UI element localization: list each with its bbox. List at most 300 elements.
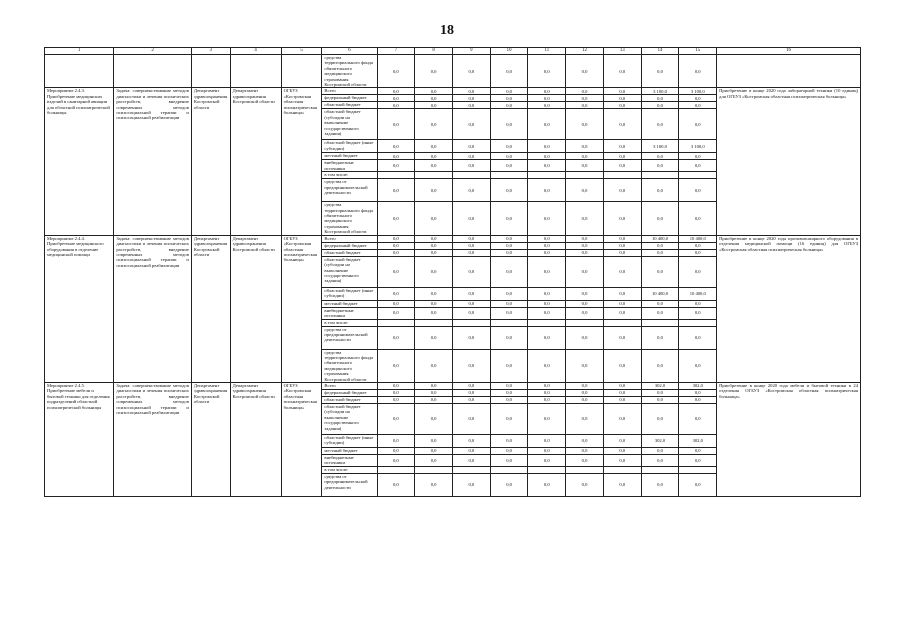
value-cell: 0,0 <box>603 249 641 256</box>
value-cell: 0,0 <box>452 300 490 307</box>
value-cell <box>603 172 641 179</box>
value-cell: 0,0 <box>377 403 415 434</box>
activity-c3: Департамент здравоохранения Костромской области <box>191 235 230 382</box>
value-cell: 0,0 <box>528 396 566 403</box>
value-cell: 0,0 <box>603 153 641 160</box>
value-cell: 0,0 <box>566 396 604 403</box>
value-cell: 0,0 <box>528 153 566 160</box>
value-cell: 0,0 <box>490 102 528 109</box>
value-cell: 0,0 <box>377 454 415 466</box>
value-cell: 0,0 <box>377 160 415 172</box>
value-cell: 0,0 <box>452 256 490 287</box>
funding-source: федеральный бюджет <box>322 242 377 249</box>
value-cell: 0,0 <box>415 102 453 109</box>
activity-c5: ОГБУЗ «Костромская областная психиатрическая больница» <box>281 88 322 235</box>
value-cell: 0,0 <box>452 434 490 447</box>
value-cell: 0,0 <box>679 256 717 287</box>
value-cell: 0,0 <box>377 235 415 242</box>
funding-source: внебюджетные источники <box>322 307 377 319</box>
value-cell: 0,0 <box>641 109 679 140</box>
empty-cell <box>281 55 322 88</box>
value-cell: 0,0 <box>528 287 566 300</box>
value-cell: 0,0 <box>415 434 453 447</box>
value-cell: 0,0 <box>566 349 604 382</box>
column-number: 12 <box>566 48 604 55</box>
value-cell: 0,0 <box>603 473 641 496</box>
funding-source: местный бюджет <box>322 300 377 307</box>
activity-result: Приобретение в конце 2020 года мебели и бытовой техники в 24 отделения ОГБУЗ «Костромская областная психиатрическая больница» <box>717 382 861 496</box>
value-cell: 0,0 <box>415 382 453 389</box>
value-cell: 0,0 <box>490 95 528 102</box>
column-number: 14 <box>641 48 679 55</box>
value-cell: 0,0 <box>566 235 604 242</box>
value-cell: 0,0 <box>528 300 566 307</box>
value-cell: 0,0 <box>377 300 415 307</box>
value-cell: 0,0 <box>566 88 604 95</box>
value-cell <box>377 319 415 326</box>
value-cell: 0,0 <box>641 396 679 403</box>
value-cell: 0,0 <box>415 349 453 382</box>
funding-source: областной бюджет <box>322 102 377 109</box>
value-cell: 0,0 <box>490 382 528 389</box>
value-cell: 0,0 <box>566 307 604 319</box>
value-cell: 0,0 <box>641 249 679 256</box>
value-cell <box>679 172 717 179</box>
value-cell: 0,0 <box>528 349 566 382</box>
value-cell: 0,0 <box>528 447 566 454</box>
value-cell: 0,0 <box>528 389 566 396</box>
value-cell: 0,0 <box>603 202 641 235</box>
value-cell: 0,0 <box>528 95 566 102</box>
value-cell: 302,0 <box>641 434 679 447</box>
value-cell <box>415 466 453 473</box>
value-cell: 0,0 <box>603 403 641 434</box>
value-cell: 0,0 <box>528 202 566 235</box>
value-cell: 0,0 <box>528 102 566 109</box>
activity-c1: Мероприятие 2.4.4. Приобретение медицинского оборудования в отделение медицинской помощи <box>45 235 114 382</box>
activity-c3: Департамент здравоохранения Костромской области <box>191 382 230 496</box>
value-cell: 0,0 <box>566 256 604 287</box>
value-cell: 0,0 <box>490 140 528 153</box>
value-cell: 0,0 <box>415 403 453 434</box>
value-cell: 0,0 <box>528 307 566 319</box>
value-cell: 0,0 <box>452 287 490 300</box>
value-cell: 0,0 <box>452 249 490 256</box>
funding-source: Всего <box>322 235 377 242</box>
value-cell: 0,0 <box>603 102 641 109</box>
value-cell: 0,0 <box>679 300 717 307</box>
funding-source: Всего <box>322 382 377 389</box>
value-cell: 10 400,0 <box>679 287 717 300</box>
funding-source: средства территориального фонда обязательного медицинского страхования Костромской области <box>322 202 377 235</box>
value-cell: 0,0 <box>452 109 490 140</box>
value-cell: 0,0 <box>490 300 528 307</box>
funding-source: средства территориального фонда обязательного медицинского страхования Костромской области <box>322 55 377 88</box>
value-cell <box>603 319 641 326</box>
value-cell: 0,0 <box>452 179 490 202</box>
funding-source: федеральный бюджет <box>322 389 377 396</box>
value-cell: 0,0 <box>415 249 453 256</box>
value-cell: 0,0 <box>603 179 641 202</box>
value-cell: 0,0 <box>641 160 679 172</box>
empty-cell <box>191 55 230 88</box>
value-cell <box>641 319 679 326</box>
value-cell: 0,0 <box>566 447 604 454</box>
value-cell <box>528 172 566 179</box>
activity-c5: ОГБУЗ «Костромская областная психиатрическая больница» <box>281 235 322 382</box>
value-cell: 0,0 <box>641 307 679 319</box>
value-cell: 0,0 <box>566 382 604 389</box>
value-cell: 0,0 <box>641 349 679 382</box>
value-cell: 0,0 <box>415 202 453 235</box>
value-cell: 0,0 <box>528 179 566 202</box>
value-cell: 0,0 <box>415 326 453 349</box>
value-cell: 0,0 <box>641 403 679 434</box>
value-cell: 10 400,0 <box>641 235 679 242</box>
value-cell: 0,0 <box>452 235 490 242</box>
value-cell: 0,0 <box>528 55 566 88</box>
value-cell: 0,0 <box>679 249 717 256</box>
value-cell: 0,0 <box>641 389 679 396</box>
value-cell: 0,0 <box>415 389 453 396</box>
value-cell: 0,0 <box>452 202 490 235</box>
value-cell: 0,0 <box>528 235 566 242</box>
column-number: 4 <box>230 48 281 55</box>
value-cell <box>452 466 490 473</box>
value-cell: 0,0 <box>377 287 415 300</box>
funding-source: областной бюджет (иные субсидии) <box>322 434 377 447</box>
value-cell: 0,0 <box>377 256 415 287</box>
value-cell: 0,0 <box>490 454 528 466</box>
value-cell: 0,0 <box>641 95 679 102</box>
value-cell: 0,0 <box>528 160 566 172</box>
column-number: 9 <box>452 48 490 55</box>
value-cell: 0,0 <box>415 473 453 496</box>
value-cell: 0,0 <box>415 179 453 202</box>
value-cell: 0,0 <box>490 179 528 202</box>
value-cell: 0,0 <box>377 382 415 389</box>
value-cell <box>603 466 641 473</box>
value-cell: 0,0 <box>528 473 566 496</box>
value-cell: 0,0 <box>603 349 641 382</box>
value-cell: 0,0 <box>603 382 641 389</box>
value-cell: 0,0 <box>377 396 415 403</box>
value-cell: 0,0 <box>528 242 566 249</box>
value-cell: 0,0 <box>641 153 679 160</box>
value-cell: 0,0 <box>490 55 528 88</box>
value-cell: 0,0 <box>566 389 604 396</box>
value-cell: 0,0 <box>415 256 453 287</box>
value-cell: 0,0 <box>490 307 528 319</box>
value-cell: 0,0 <box>566 473 604 496</box>
activity-c1: Мероприятие 2.4.3. Приобретение медицинских изделий в санитарной авиации для областной психиатрической больницы <box>45 88 114 235</box>
value-cell: 0,0 <box>490 88 528 95</box>
value-cell: 0,0 <box>603 307 641 319</box>
value-cell: 0,0 <box>566 153 604 160</box>
value-cell: 0,0 <box>452 403 490 434</box>
value-cell: 0,0 <box>415 396 453 403</box>
funding-source: в том числе: <box>322 319 377 326</box>
value-cell: 0,0 <box>452 55 490 88</box>
value-cell <box>566 172 604 179</box>
value-cell <box>452 172 490 179</box>
value-cell: 0,0 <box>452 396 490 403</box>
value-cell: 0,0 <box>603 160 641 172</box>
value-cell: 0,0 <box>603 242 641 249</box>
value-cell: 0,0 <box>603 396 641 403</box>
value-cell: 0,0 <box>641 473 679 496</box>
value-cell <box>641 172 679 179</box>
value-cell: 0,0 <box>490 235 528 242</box>
funding-source: Всего <box>322 88 377 95</box>
value-cell: 0,0 <box>566 160 604 172</box>
activity-c2: Задача: совершенствование методов диагностики и лечения психических расстройств, внедрение современных методов психосоциальной терапии и психосоциальной реабилитации <box>114 88 192 235</box>
value-cell: 0,0 <box>603 88 641 95</box>
activity-c5: ОГБУЗ «Костромская областная психиатрическая больница» <box>281 382 322 496</box>
value-cell: 0,0 <box>490 389 528 396</box>
value-cell: 0,0 <box>415 160 453 172</box>
value-cell <box>528 319 566 326</box>
value-cell: 0,0 <box>415 307 453 319</box>
value-cell: 302,0 <box>679 434 717 447</box>
value-cell: 0,0 <box>415 88 453 95</box>
table-row <box>45 235 861 242</box>
value-cell: 0,0 <box>641 102 679 109</box>
value-cell: 0,0 <box>679 95 717 102</box>
value-cell: 0,0 <box>528 454 566 466</box>
value-cell: 0,0 <box>377 102 415 109</box>
value-cell: 0,0 <box>528 140 566 153</box>
value-cell: 3 100,0 <box>641 140 679 153</box>
activity-result: Приобретение в конце 2020 года противопожарного оборудования в отделения медицинской помощи (16 единиц) для ОГБУЗ «Костромская областная психиатрическая больница» <box>717 235 861 382</box>
funding-source: средства территориального фонда обязательного медицинского страхования Костромской области <box>322 349 377 382</box>
value-cell: 0,0 <box>566 242 604 249</box>
table-row <box>45 88 861 95</box>
funding-source: местный бюджет <box>322 447 377 454</box>
value-cell: 0,0 <box>377 447 415 454</box>
table-row <box>45 55 861 88</box>
activity-c4: Департамент здравоохранения Костромской области <box>230 235 281 382</box>
value-cell <box>415 172 453 179</box>
value-cell: 0,0 <box>641 256 679 287</box>
funding-source: местный бюджет <box>322 153 377 160</box>
value-cell: 0,0 <box>415 287 453 300</box>
value-cell: 0,0 <box>528 403 566 434</box>
value-cell: 0,0 <box>679 403 717 434</box>
value-cell: 10 400,0 <box>679 235 717 242</box>
funding-source: областной бюджет <box>322 249 377 256</box>
value-cell: 0,0 <box>603 454 641 466</box>
value-cell: 0,0 <box>377 95 415 102</box>
value-cell: 0,0 <box>452 242 490 249</box>
value-cell: 0,0 <box>566 403 604 434</box>
value-cell: 0,0 <box>566 300 604 307</box>
value-cell: 0,0 <box>641 202 679 235</box>
column-number: 6 <box>322 48 377 55</box>
value-cell: 0,0 <box>490 473 528 496</box>
value-cell: 0,0 <box>679 447 717 454</box>
column-number: 2 <box>114 48 192 55</box>
value-cell: 0,0 <box>415 153 453 160</box>
value-cell: 0,0 <box>603 287 641 300</box>
value-cell: 0,0 <box>377 249 415 256</box>
activity-result: Приобретение в конце 2020 года лабораторной техники (10 единиц) для ОГБУЗ «Костромская областная психиатрическая больница» <box>717 88 861 235</box>
value-cell <box>377 466 415 473</box>
value-cell: 0,0 <box>377 202 415 235</box>
value-cell: 0,0 <box>490 326 528 349</box>
value-cell <box>679 466 717 473</box>
value-cell: 302,0 <box>679 382 717 389</box>
activity-c4: Департамент здравоохранения Костромской области <box>230 382 281 496</box>
funding-source: областной бюджет (иные субсидии) <box>322 140 377 153</box>
value-cell: 0,0 <box>641 454 679 466</box>
value-cell: 0,0 <box>490 447 528 454</box>
funding-source: внебюджетные источники <box>322 160 377 172</box>
empty-cell <box>45 55 114 88</box>
column-number: 1 <box>45 48 114 55</box>
value-cell: 0,0 <box>603 434 641 447</box>
value-cell: 0,0 <box>377 109 415 140</box>
column-number: 11 <box>528 48 566 55</box>
value-cell: 0,0 <box>415 235 453 242</box>
empty-cell <box>114 55 192 88</box>
value-cell: 0,0 <box>679 307 717 319</box>
value-cell: 0,0 <box>490 153 528 160</box>
value-cell <box>679 319 717 326</box>
value-cell: 3 100,0 <box>641 88 679 95</box>
value-cell: 0,0 <box>452 447 490 454</box>
value-cell: 3 100,0 <box>679 140 717 153</box>
value-cell: 0,0 <box>452 454 490 466</box>
value-cell: 0,0 <box>415 447 453 454</box>
page-number: 18 <box>440 23 454 38</box>
value-cell: 0,0 <box>377 88 415 95</box>
value-cell: 0,0 <box>415 300 453 307</box>
value-cell: 0,0 <box>566 55 604 88</box>
value-cell: 0,0 <box>490 242 528 249</box>
value-cell: 0,0 <box>679 109 717 140</box>
value-cell: 0,0 <box>490 256 528 287</box>
column-number: 5 <box>281 48 322 55</box>
funding-source: средства от предпринимательской деятельности <box>322 326 377 349</box>
value-cell: 0,0 <box>377 307 415 319</box>
value-cell: 0,0 <box>377 153 415 160</box>
value-cell: 0,0 <box>452 307 490 319</box>
value-cell: 0,0 <box>528 382 566 389</box>
value-cell: 0,0 <box>452 382 490 389</box>
funding-source: в том числе: <box>322 172 377 179</box>
value-cell: 0,0 <box>452 95 490 102</box>
value-cell: 0,0 <box>415 140 453 153</box>
value-cell: 0,0 <box>679 389 717 396</box>
value-cell: 0,0 <box>377 55 415 88</box>
column-number: 7 <box>377 48 415 55</box>
activity-c1: Мероприятие 2.4.5. Приобретение мебели и бытовой техники для отделения подразделений областной психиатрической больницы <box>45 382 114 496</box>
value-cell: 0,0 <box>566 140 604 153</box>
activity-c4: Департамент здравоохранения Костромской области <box>230 88 281 235</box>
value-cell: 0,0 <box>452 326 490 349</box>
value-cell: 0,0 <box>641 242 679 249</box>
value-cell: 10 400,0 <box>641 287 679 300</box>
value-cell <box>490 172 528 179</box>
value-cell: 0,0 <box>641 326 679 349</box>
value-cell: 0,0 <box>490 202 528 235</box>
value-cell: 0,0 <box>528 326 566 349</box>
value-cell: 0,0 <box>490 403 528 434</box>
value-cell: 0,0 <box>377 434 415 447</box>
value-cell: 0,0 <box>528 109 566 140</box>
value-cell: 0,0 <box>566 95 604 102</box>
value-cell <box>490 319 528 326</box>
column-number: 10 <box>490 48 528 55</box>
value-cell: 0,0 <box>566 202 604 235</box>
value-cell: 0,0 <box>415 55 453 88</box>
value-cell: 0,0 <box>679 326 717 349</box>
value-cell: 0,0 <box>679 242 717 249</box>
value-cell: 0,0 <box>490 160 528 172</box>
column-number: 8 <box>415 48 453 55</box>
value-cell: 0,0 <box>490 349 528 382</box>
activity-c2: Задача: совершенствование методов диагностики и лечения психических расстройств, внедрение современных методов психосоциальной терапии и психосоциальной реабилитации <box>114 235 192 382</box>
column-number: 16 <box>717 48 861 55</box>
value-cell: 0,0 <box>452 160 490 172</box>
value-cell: 0,0 <box>528 256 566 287</box>
value-cell: 0,0 <box>566 179 604 202</box>
funding-source: областной бюджет (иные субсидии) <box>322 287 377 300</box>
funding-source: средства от предпринимательской деятельности <box>322 473 377 496</box>
value-cell: 0,0 <box>415 454 453 466</box>
value-cell: 0,0 <box>377 389 415 396</box>
value-cell: 0,0 <box>452 102 490 109</box>
value-cell: 0,0 <box>566 434 604 447</box>
value-cell: 0,0 <box>452 140 490 153</box>
funding-source: областной бюджет (субсидии на выполнение государственного задания) <box>322 403 377 434</box>
value-cell: 0,0 <box>452 389 490 396</box>
table-row <box>45 382 861 389</box>
value-cell: 0,0 <box>679 160 717 172</box>
value-cell: 0,0 <box>679 349 717 382</box>
value-cell: 0,0 <box>377 349 415 382</box>
value-cell: 3 100,0 <box>679 88 717 95</box>
value-cell <box>415 319 453 326</box>
activity-c3: Департамент здравоохранения Костромской области <box>191 88 230 235</box>
value-cell: 0,0 <box>566 109 604 140</box>
value-cell: 0,0 <box>641 179 679 202</box>
funding-source: областной бюджет (субсидии на выполнение государственного задания) <box>322 109 377 140</box>
value-cell: 0,0 <box>566 287 604 300</box>
value-cell: 0,0 <box>679 102 717 109</box>
column-number: 15 <box>679 48 717 55</box>
column-number-row <box>45 48 861 55</box>
value-cell: 0,0 <box>490 434 528 447</box>
value-cell: 0,0 <box>452 349 490 382</box>
value-cell: 0,0 <box>566 454 604 466</box>
value-cell: 0,0 <box>528 249 566 256</box>
value-cell <box>452 319 490 326</box>
value-cell: 0,0 <box>641 55 679 88</box>
value-cell <box>641 466 679 473</box>
value-cell: 0,0 <box>566 326 604 349</box>
value-cell: 0,0 <box>603 389 641 396</box>
value-cell: 0,0 <box>377 326 415 349</box>
value-cell: 0,0 <box>452 473 490 496</box>
value-cell: 0,0 <box>679 179 717 202</box>
value-cell <box>566 466 604 473</box>
value-cell: 0,0 <box>641 447 679 454</box>
value-cell: 0,0 <box>528 434 566 447</box>
value-cell: 0,0 <box>603 326 641 349</box>
value-cell: 0,0 <box>415 242 453 249</box>
